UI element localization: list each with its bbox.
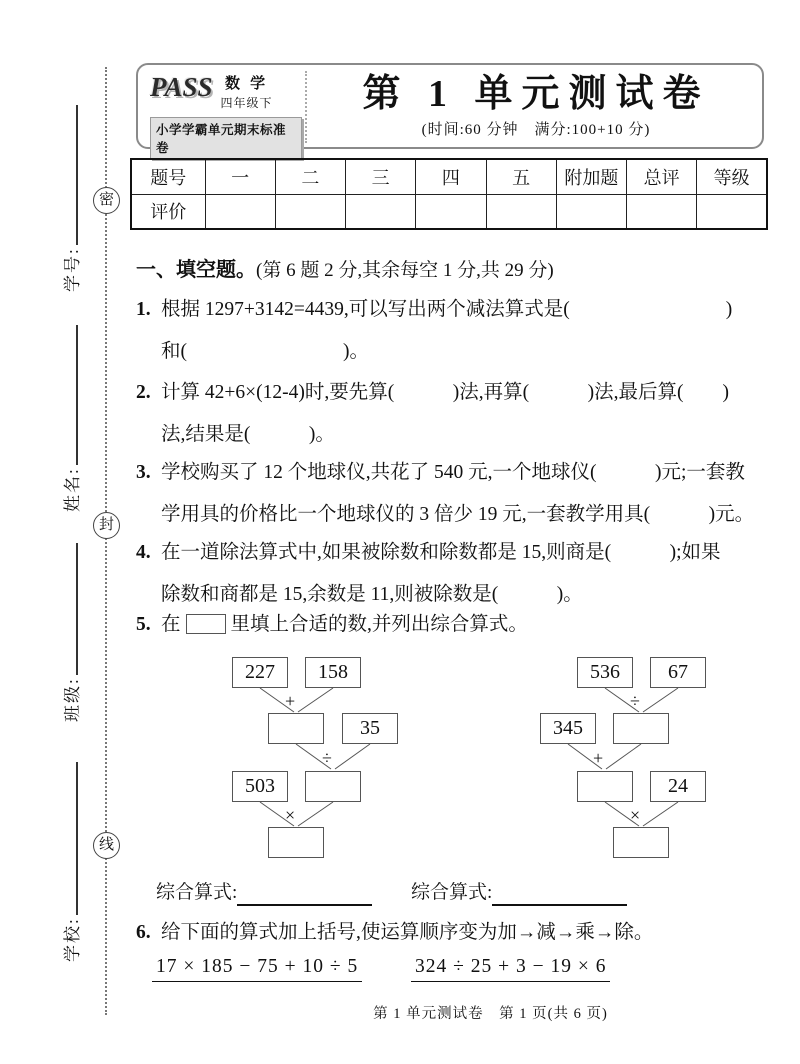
score-header-cell: 附加题 [556, 159, 626, 194]
paper-header [136, 63, 764, 155]
comprehensive-expression-right [411, 880, 627, 906]
question-2-number: 2. [136, 382, 151, 403]
seal-char-mi: 密 [93, 187, 120, 214]
school-blank-line [75, 762, 78, 915]
score-header-cell: 一 [205, 159, 275, 194]
student-id-field [58, 105, 84, 292]
student-id-label: 学号: [63, 247, 82, 292]
question-3-line-2 [136, 500, 760, 530]
question-1-line-1 [136, 295, 760, 325]
question-6-line [136, 918, 760, 948]
page-footer: 第 1 单元测试卷 第 1 页(共 6 页) [373, 1006, 608, 1022]
paper-subtitle: (时间:60 分钟 满分:100+10 分) [421, 122, 651, 138]
subject-label: 数 学 [224, 75, 269, 92]
question-5-text-before: 在 [161, 614, 181, 635]
number-tree-diagram-right [536, 650, 708, 862]
paper-title: 第 1 单元测试卷 [362, 73, 710, 115]
score-header-cell: 三 [346, 159, 416, 194]
score-header-cell: 五 [486, 159, 556, 194]
score-table-header-row [131, 159, 767, 194]
question-3-text: 学用具的价格比一个地球仪的 3 倍少 19 元,一套教学用具( )元。 [161, 504, 755, 525]
name-label: 姓名: [63, 467, 82, 512]
eval-row-label: 评价 [131, 194, 205, 229]
multiply-operator-icon: × [630, 805, 641, 825]
question-5-number: 5. [136, 614, 151, 635]
tree-box-value: 227 [232, 657, 288, 688]
question-4-line-1 [136, 538, 760, 568]
question-4-text: 在一道除法算式中,如果被除数和除数都是 15,则商是( );如果 [161, 542, 721, 563]
eval-empty-cell [697, 194, 767, 229]
tree-box-blank [268, 827, 324, 858]
school-label: 学校: [63, 917, 82, 962]
name-field [58, 325, 84, 512]
score-header-cell: 二 [275, 159, 345, 194]
header-divider [305, 71, 307, 143]
expression-label: 综合算式: [411, 882, 493, 903]
eval-empty-cell [346, 194, 416, 229]
question-3-number: 3. [136, 462, 151, 483]
question-6-expression-right: 324 ÷ 25 + 3 − 19 × 6 [411, 956, 610, 982]
question-2-text: 计算 42+6×(12-4)时,要先算( )法,再算( )法,最后算( ) [161, 382, 729, 403]
section-1-title: 一、填空题。 [136, 259, 256, 281]
question-5-text-after: 里填上合适的数,并列出综合算式。 [230, 614, 528, 635]
score-header-cell: 四 [416, 159, 486, 194]
plus-operator-icon: + [593, 748, 604, 768]
question-4-number: 4. [136, 542, 151, 563]
eval-empty-cell [416, 194, 486, 229]
series-badge: 小学学霸单元期末标准卷 [150, 117, 302, 159]
tree-box-blank [268, 713, 324, 744]
section-1-heading [136, 255, 760, 285]
question-1-text: 根据 1297+3142=4439,可以写出两个减法算式是( ) [161, 299, 733, 320]
question-1-number: 1. [136, 299, 151, 320]
tree-box-blank [613, 713, 669, 744]
tree-box-blank [577, 771, 633, 802]
score-header-cell: 总评 [627, 159, 697, 194]
tree-box-value: 158 [305, 657, 361, 688]
plus-operator-icon: + [285, 691, 296, 711]
school-field [58, 762, 84, 962]
number-tree-diagram-left [228, 650, 400, 862]
tree-box-value: 24 [650, 771, 706, 802]
question-1-line-2 [136, 337, 760, 367]
grade-label: 四年级下 [220, 96, 273, 110]
question-6-expression-left: 17 × 185 − 75 + 10 ÷ 5 [152, 956, 362, 982]
student-id-blank-line [75, 105, 78, 245]
score-header-cell: 等级 [697, 159, 767, 194]
pass-brand-logo: PASS [150, 72, 213, 102]
question-4-line-2 [136, 580, 760, 610]
question-5-line [136, 610, 760, 640]
name-blank-line [75, 325, 78, 465]
question-2-text: 法,结果是( )。 [161, 424, 335, 445]
multiply-operator-icon: × [285, 805, 296, 825]
eval-empty-cell [205, 194, 275, 229]
score-header-cell: 题号 [131, 159, 205, 194]
question-1-text: 和( )。 [161, 341, 369, 362]
eval-empty-cell [486, 194, 556, 229]
tree-box-value: 35 [342, 713, 398, 744]
tree-box-value: 503 [232, 771, 288, 802]
class-blank-line [75, 543, 78, 675]
tree-box-blank [613, 827, 669, 858]
question-3-line-1 [136, 458, 760, 488]
fill-in-box-icon [186, 614, 226, 634]
comprehensive-expression-left [156, 880, 372, 906]
publisher-logo-area [150, 72, 302, 155]
question-4-text: 除数和商都是 15,余数是 11,则被除数是( )。 [161, 584, 583, 605]
expression-blank-line [492, 886, 627, 906]
eval-empty-cell [556, 194, 626, 229]
tree-box-value: 67 [650, 657, 706, 688]
score-table-eval-row [131, 194, 767, 229]
question-2-line-2 [136, 420, 760, 450]
tree-box-value: 536 [577, 657, 633, 688]
eval-empty-cell [275, 194, 345, 229]
question-6-text: 给下面的算式加上括号,使运算顺序变为加→减→乘→除。 [161, 922, 654, 943]
seal-char-xian: 线 [93, 832, 120, 859]
score-table [130, 158, 768, 230]
tree-box-value: 345 [540, 713, 596, 744]
section-1-note: (第 6 题 2 分,其余每空 1 分,共 29 分) [256, 260, 554, 281]
divide-operator-icon: ÷ [630, 691, 640, 711]
tree-box-blank [305, 771, 361, 802]
divide-operator-icon: ÷ [322, 748, 332, 768]
class-label: 班级: [63, 677, 82, 722]
question-3-text: 学校购买了 12 个地球仪,共花了 540 元,一个地球仪( )元;一套教 [161, 462, 745, 483]
class-field [58, 543, 84, 722]
seal-char-feng: 封 [93, 512, 120, 539]
eval-empty-cell [627, 194, 697, 229]
question-2-line-1 [136, 378, 760, 408]
expression-label: 综合算式: [156, 882, 238, 903]
question-6-number: 6. [136, 922, 151, 943]
expression-blank-line [237, 886, 372, 906]
